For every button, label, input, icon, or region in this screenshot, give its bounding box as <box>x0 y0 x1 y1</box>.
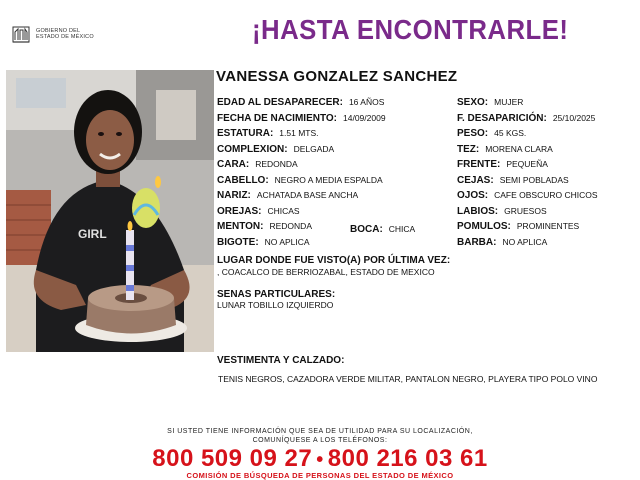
page-headline: ¡HASTA ENCONTRARLE! <box>252 14 569 45</box>
contact-instructions: SI USTED TIENE INFORMACIÓN QUE SEA DE UTILIDAD PARA SU LOCALIZACIÓN, COMUNÍQUESE A LOS TELÉFONOS: <box>167 428 473 444</box>
field-boca: BOCA: CHICA <box>350 224 416 235</box>
phone-number-1[interactable]: 800 509 09 27 <box>152 445 313 472</box>
field-fecha-nacimiento: FECHA DE NACIMIENTO: 14/09/2009 <box>217 113 386 124</box>
government-name: GOBIERNO DEL ESTADO DE MÉXICO <box>36 27 94 40</box>
field-edad: EDAD AL DESAPARECER: 16 AÑOS <box>217 97 385 108</box>
field-nariz: NARIZ: ACHATADA BASE ANCHA <box>217 190 359 201</box>
field-orejas: OREJAS: CHICAS <box>217 206 300 217</box>
person-name: VANESSA GONZALEZ SANCHEZ <box>216 68 458 85</box>
field-menton: MENTON: REDONDA <box>217 221 312 232</box>
field-sexo: SEXO: MUJER <box>457 97 524 108</box>
commission-name: COMISIÓN DE BÚSQUEDA DE PERSONAS DEL ESTADO DE MÉXICO <box>186 471 454 480</box>
field-pomulos: POMULOS: PROMINENTES <box>457 221 580 232</box>
phone-numbers <box>0 445 640 473</box>
field-tez: TEZ: MORENA CLARA <box>457 144 553 155</box>
senas-label: SENAS PARTICULARES: <box>217 289 336 300</box>
field-bigote: BIGOTE: NO APLICA <box>217 237 310 248</box>
separator-dot-icon: • <box>316 449 324 471</box>
field-labios: LABIOS: GRUESOS <box>457 206 547 217</box>
field-cabello: CABELLO: NEGRO A MEDIA ESPALDA <box>217 175 383 186</box>
senas-value: LUNAR TOBILLO IZQUIERDO <box>217 300 334 310</box>
vestimenta-label: VESTIMENTA Y CALZADO: <box>217 355 345 366</box>
vestimenta-value: TENIS NEGROS, CAZADORA VERDE MILITAR, PANTALON NEGRO, PLAYERA TIPO POLO VINO <box>218 374 598 384</box>
field-frente: FRENTE: PEQUEÑA <box>457 159 548 170</box>
field-peso: PESO: 45 KGS. <box>457 128 527 139</box>
field-cara: CARA: REDONDA <box>217 159 298 170</box>
phone-number-2[interactable]: 800 216 03 61 <box>327 445 488 472</box>
government-logo <box>10 22 120 46</box>
last-seen-value: , COACALCO DE BERRIOZABAL, ESTADO DE MEXICO <box>217 267 435 277</box>
state-emblem-icon <box>10 23 32 45</box>
field-cejas: CEJAS: SEMI POBLADAS <box>457 175 569 186</box>
field-ojos: OJOS: CAFE OBSCURO CHICOS <box>457 190 598 201</box>
last-seen-label: LUGAR DONDE FUE VISTO(A) POR ÚLTIMA VEZ: <box>217 255 451 266</box>
person-photo <box>6 70 214 352</box>
field-estatura: ESTATURA: 1.51 MTS. <box>217 128 319 139</box>
field-complexion: COMPLEXION: DELGADA <box>217 144 335 155</box>
svg-text:GIRL: GIRL <box>78 227 107 241</box>
field-fecha-desaparicion: F. DESAPARICIÓN: 25/10/2025 <box>457 113 596 124</box>
field-barba: BARBA: NO APLICA <box>457 237 548 248</box>
